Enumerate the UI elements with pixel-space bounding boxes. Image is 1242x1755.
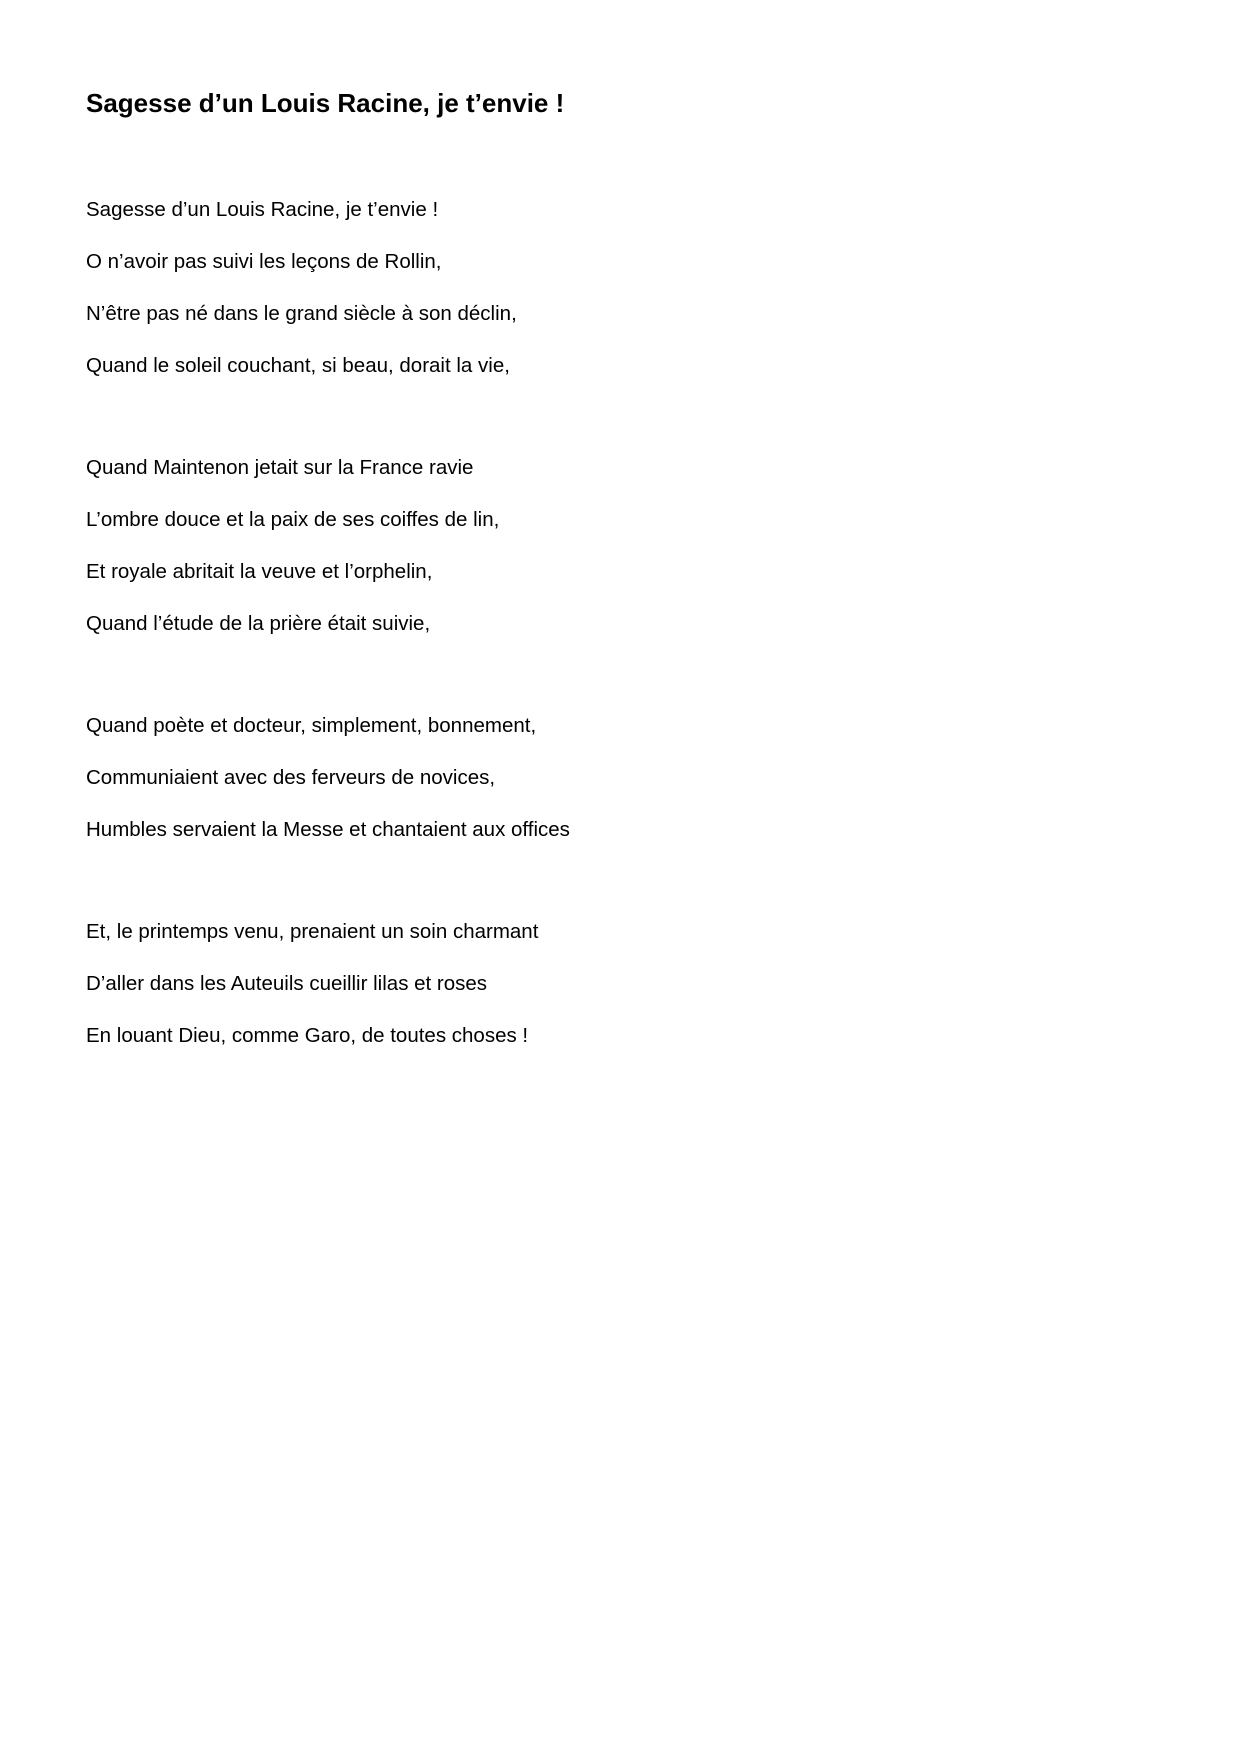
- poem-line: L’ombre douce et la paix de ses coiffes de lin,: [86, 508, 500, 531]
- poem-line: En louant Dieu, comme Garo, de toutes choses !: [86, 1024, 529, 1047]
- poem-line: N’être pas né dans le grand siècle à son déclin,: [86, 302, 517, 325]
- poem-line: Quand poète et docteur, simplement, bonnement,: [86, 714, 537, 737]
- poem-line: Humbles servaient la Messe et chantaient aux offices: [86, 818, 570, 841]
- poem-line: Communiaient avec des ferveurs de novices,: [86, 766, 496, 789]
- poem-line: Quand l’étude de la prière était suivie,: [86, 612, 431, 635]
- poem-line: Et, le printemps venu, prenaient un soin charmant: [86, 920, 539, 943]
- poem-line: D’aller dans les Auteuils cueillir lilas et roses: [86, 972, 488, 995]
- poem-line: Sagesse d’un Louis Racine, je t’envie !: [86, 198, 439, 221]
- poem-line: Quand le soleil couchant, si beau, dorait la vie,: [86, 354, 510, 377]
- poem-line: O n’avoir pas suivi les leçons de Rollin,: [86, 250, 442, 273]
- poem-line: Quand Maintenon jetait sur la France ravie: [86, 456, 474, 479]
- poem-title: Sagesse d’un Louis Racine, je t’envie !: [86, 88, 565, 118]
- poem-line: Et royale abritait la veuve et l’orphelin,: [86, 560, 433, 583]
